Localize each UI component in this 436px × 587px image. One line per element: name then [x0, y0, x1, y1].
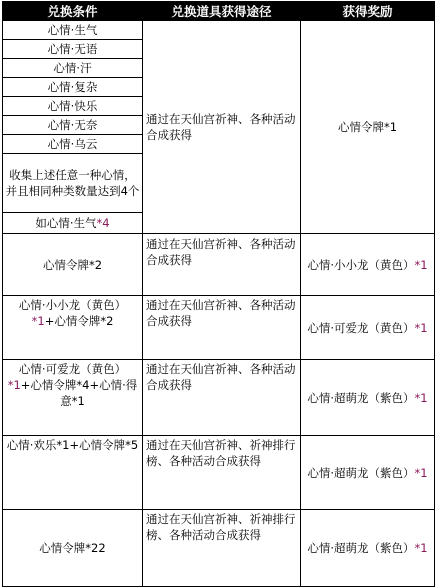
- cond-part: 心情·可爱龙（黄色）: [18, 362, 127, 376]
- header-method: 兑换道具获得途径: [143, 2, 301, 21]
- condition-cell: [3, 234, 143, 296]
- table-header-row: [3, 2, 435, 21]
- header-condition: 兑换条件: [3, 2, 143, 21]
- mood-item: 心情·复杂: [3, 78, 143, 97]
- mood-item: 心情·生气: [3, 21, 143, 40]
- reward-cell: 心情令牌*1: [301, 21, 435, 234]
- table-row: [3, 436, 435, 510]
- condition-cell: [3, 360, 143, 436]
- cond-part: 心情·小小龙（黄色）: [18, 298, 127, 312]
- reward-text: 心情·超萌龙（紫色）: [307, 390, 415, 405]
- reward-cell: [301, 510, 435, 587]
- cond-part: *1: [31, 314, 45, 328]
- method-cell: 通过在天仙宫祈神、各种活动合成获得: [143, 296, 301, 360]
- condition-cell: [3, 510, 143, 587]
- mood-item: 心情·无语: [3, 40, 143, 59]
- cond-part: +心情令牌*2: [44, 314, 114, 328]
- reward-qty: *1: [414, 257, 428, 272]
- collect-note: 收集上述任意一种心情，并且相同种类数量达到4个: [3, 154, 143, 213]
- reward-qty: *1: [414, 541, 428, 555]
- reward-text: 心情·超萌龙（紫色）: [307, 465, 415, 480]
- mood-item: 心情·无奈: [3, 116, 143, 135]
- table-row: [3, 234, 435, 296]
- cond-part: +心情令牌*4+心情·得意*1: [20, 378, 138, 408]
- example-note: [3, 213, 143, 234]
- mood-item: 心情·乌云: [3, 135, 143, 154]
- method-cell: 通过在天仙宫祈神、各种活动合成获得: [143, 234, 301, 296]
- reward-cell: [301, 360, 435, 436]
- exchange-table: [2, 1, 435, 587]
- cond-part: 心情·欢乐*1+心情令牌*5: [6, 438, 139, 452]
- cond-part: 心情令牌*2: [42, 257, 103, 272]
- example-qty: *4: [96, 216, 110, 230]
- table-row: [3, 296, 435, 360]
- table-row: [3, 21, 435, 40]
- cond-part: 心情令牌*22: [39, 541, 106, 555]
- reward-cell: [301, 436, 435, 510]
- mood-item: 心情·汗: [3, 59, 143, 78]
- reward-qty: *1: [414, 320, 428, 335]
- method-cell: 通过在天仙宫祈神、祈神排行榜、各种活动合成获得: [143, 510, 301, 587]
- example-prefix: 如心情·生气: [35, 216, 97, 230]
- reward-cell: [301, 296, 435, 360]
- reward-qty: *1: [414, 465, 428, 480]
- method-cell: 通过在天仙宫祈神、各种活动合成获得: [143, 21, 301, 234]
- condition-cell: [3, 296, 143, 360]
- table-row: [3, 510, 435, 587]
- cond-part: *1: [7, 378, 21, 392]
- method-cell: 通过在天仙宫祈神、各种活动合成获得: [143, 360, 301, 436]
- reward-cell: [301, 234, 435, 296]
- table-row: [3, 360, 435, 436]
- reward-qty: *1: [414, 390, 428, 405]
- header-reward: 获得奖励: [301, 2, 435, 21]
- reward-text: 心情·小小龙（黄色）: [307, 257, 415, 272]
- reward-text: 心情·可爱龙（黄色）: [307, 320, 415, 335]
- condition-cell: [3, 436, 143, 510]
- method-cell: 通过在天仙宫祈神、祈神排行榜、各种活动合成获得: [143, 436, 301, 510]
- reward-text: 心情·超萌龙（紫色）: [307, 541, 415, 555]
- mood-item: 心情·快乐: [3, 97, 143, 116]
